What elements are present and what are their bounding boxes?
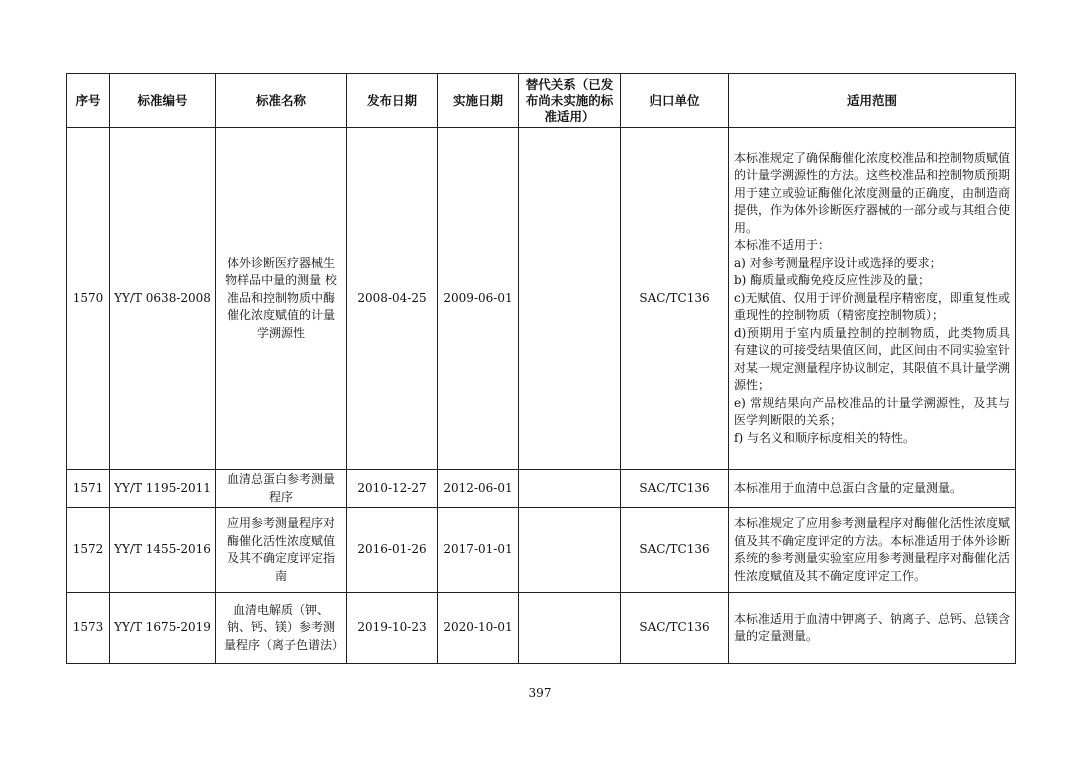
row-scope — [729, 470, 1016, 508]
scope-line: a) 对参考测量程序设计或选择的要求； — [734, 255, 942, 270]
scope-line: 本标准适用于血清中钾离子、钠离子、总钙、总镁含量的定量测量。 — [734, 611, 1011, 643]
header-name: 标准名称 — [216, 74, 347, 128]
header-publish-date: 发布日期 — [347, 74, 438, 128]
table-row — [67, 470, 1016, 508]
standards-table — [66, 73, 1016, 664]
table-row — [67, 128, 1016, 470]
row-publish-date: 2016-01-26 — [347, 508, 438, 593]
row-no: 1570 — [67, 128, 110, 470]
scope-line: c)无赋值、仅用于评价测量程序精密度，即重复性或重现性的控制物质（精密度控制物质）； — [734, 290, 1010, 323]
row-code: YY/T 1195-2011 — [110, 470, 216, 508]
scope-line: 本标准规定了确保酶催化浓度校准品和控制物质赋值的计量学溯源性的方法。这些校准品和控制物质预期用于建立或验证酶催化浓度测量的正确度，由制造商提供，作为体外诊断医疗器械的一部分或与其组合使用。 — [734, 150, 1011, 235]
row-name: 体外诊断医疗器械生物样品中量的测量 校准品和控制物质中酶催化浓度赋值的计量学溯源性 — [216, 128, 347, 470]
row-department: SAC/TC136 — [621, 128, 729, 470]
header-code: 标准编号 — [110, 74, 216, 128]
row-no: 1572 — [67, 508, 110, 593]
scope-line: f) 与名义和顺序标度相关的特性。 — [734, 430, 915, 445]
row-department: SAC/TC136 — [621, 508, 729, 593]
header-scope: 适用范围 — [729, 74, 1016, 128]
page-number: 397 — [528, 686, 552, 700]
row-code: YY/T 1675-2019 — [110, 593, 216, 664]
header-row — [67, 74, 1016, 128]
row-department: SAC/TC136 — [621, 470, 729, 508]
row-name: 血清电解质（钾、钠、钙、镁）参考测量程序（离子色谱法） — [216, 593, 347, 664]
scope-line: e) 常规结果向产品校准品的计量学溯源性，及其与医学判断限的关系； — [734, 395, 1010, 428]
row-publish-date: 2008-04-25 — [347, 128, 438, 470]
row-no: 1573 — [67, 593, 110, 664]
row-scope — [729, 128, 1016, 470]
row-replacement — [519, 593, 621, 664]
scope-line: 本标准用于血清中总蛋白含量的定量测量。 — [734, 480, 963, 495]
header-replacement: 替代关系（已发布尚未实施的标准适用） — [519, 74, 621, 128]
table-row — [67, 508, 1016, 593]
table-row — [67, 593, 1016, 664]
row-implement-date: 2012-06-01 — [438, 470, 519, 508]
row-scope — [729, 593, 1016, 664]
header-implement-date: 实施日期 — [438, 74, 519, 128]
scope-line: 本标准规定了应用参考测量程序对酶催化活性浓度赋值及其不确定度评定的方法。本标准适用于体外诊断系统的参考测量实验室应用参考测量程序对酶催化活性浓度赋值及其不确定度评定工作。 — [734, 516, 1011, 583]
row-code: YY/T 1455-2016 — [110, 508, 216, 593]
row-code: YY/T 0638-2008 — [110, 128, 216, 470]
scope-line: d)预期用于室内质量控制的控制物质，此类物质具有建议的可接受结果值区间，此区间由不同实验室针对某一规定测量程序协议制定，其限值不具计量学溯源性； — [734, 325, 1011, 393]
header-department: 归口单位 — [621, 74, 729, 128]
row-name: 血清总蛋白参考测量程序 — [216, 470, 347, 508]
row-implement-date: 2020-10-01 — [438, 593, 519, 664]
row-replacement — [519, 128, 621, 470]
row-implement-date: 2017-01-01 — [438, 508, 519, 593]
row-name: 应用参考测量程序对酶催化活性浓度赋值及其不确定度评定指南 — [216, 508, 347, 593]
row-replacement — [519, 508, 621, 593]
scope-line: b) 酶质量或酶免疫反应性涉及的量； — [734, 273, 931, 288]
row-department: SAC/TC136 — [621, 593, 729, 664]
scope-line: 本标准不适用于： — [734, 238, 831, 253]
header-no: 序号 — [67, 74, 110, 128]
row-publish-date: 2019-10-23 — [347, 593, 438, 664]
row-replacement — [519, 470, 621, 508]
row-publish-date: 2010-12-27 — [347, 470, 438, 508]
row-scope — [729, 508, 1016, 593]
row-implement-date: 2009-06-01 — [438, 128, 519, 470]
row-no: 1571 — [67, 470, 110, 508]
